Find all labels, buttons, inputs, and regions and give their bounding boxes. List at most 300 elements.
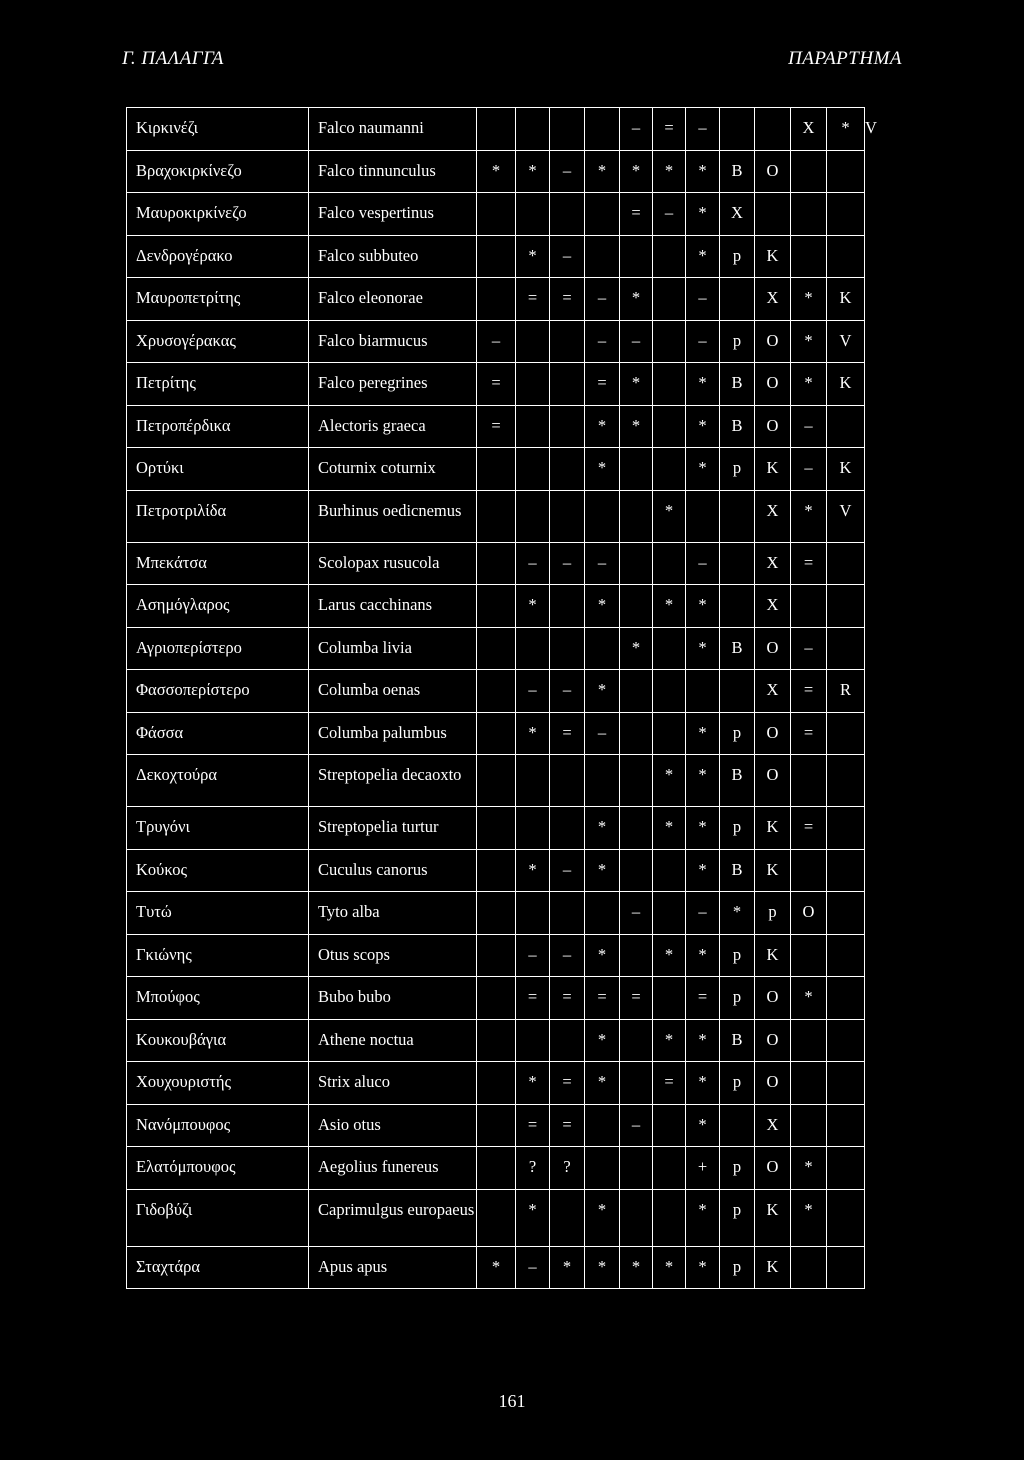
latin-name-cell: Tyto alba — [309, 892, 477, 935]
status-cell: K — [755, 807, 791, 850]
greek-name-cell: Αγριοπερίστερο — [127, 627, 309, 670]
status-cell — [791, 235, 827, 278]
status-cell — [585, 627, 620, 670]
table-row — [127, 193, 865, 236]
status-cell: = — [653, 108, 686, 151]
status-cell — [653, 405, 686, 448]
status-cell: = — [516, 977, 550, 1020]
status-cell: * — [791, 977, 827, 1020]
status-cell — [720, 108, 755, 151]
status-cell: * — [686, 934, 720, 977]
status-cell — [720, 278, 755, 321]
latin-name-cell: Columba oenas — [309, 670, 477, 713]
status-cell: p — [720, 448, 755, 491]
greek-name-cell: Κιρκινέζι — [127, 108, 309, 151]
status-cell — [585, 1147, 620, 1190]
status-cell — [620, 807, 653, 850]
status-cell — [550, 108, 585, 151]
table-row — [127, 977, 865, 1020]
status-cell: * — [791, 278, 827, 321]
table-row — [127, 150, 865, 193]
status-cell: * — [585, 807, 620, 850]
table-row — [127, 670, 865, 713]
greek-name-cell: Χουχουριστής — [127, 1062, 309, 1105]
status-cell: * — [585, 150, 620, 193]
greek-name-cell: Βραχοκιρκίνεζο — [127, 150, 309, 193]
status-cell: * — [620, 405, 653, 448]
status-cell — [791, 755, 827, 807]
status-cell: * — [791, 1147, 827, 1190]
status-cell — [477, 1104, 516, 1147]
status-cell — [620, 755, 653, 807]
status-cell: * — [585, 448, 620, 491]
status-cell: * — [653, 585, 686, 628]
status-cell: X — [755, 585, 791, 628]
status-cell: = — [477, 405, 516, 448]
status-cell: = — [791, 542, 827, 585]
table-row — [127, 405, 865, 448]
status-cell — [516, 363, 550, 406]
greek-name-cell: Μπούφος — [127, 977, 309, 1020]
table-row — [127, 849, 865, 892]
status-cell: = — [620, 193, 653, 236]
status-cell: B — [720, 363, 755, 406]
status-cell — [620, 712, 653, 755]
status-cell — [516, 490, 550, 542]
status-cell — [550, 585, 585, 628]
status-cell — [720, 670, 755, 713]
status-cell: O — [755, 712, 791, 755]
table-row — [127, 1019, 865, 1062]
status-cell: = — [791, 712, 827, 755]
status-cell: K — [755, 448, 791, 491]
latin-name-cell: Columba livia — [309, 627, 477, 670]
status-cell: B — [720, 849, 755, 892]
status-cell — [550, 807, 585, 850]
status-cell — [477, 1062, 516, 1105]
status-cell: * — [653, 755, 686, 807]
status-cell — [477, 1189, 516, 1246]
status-cell — [791, 150, 827, 193]
status-cell: p — [720, 1062, 755, 1105]
status-cell — [477, 542, 516, 585]
status-cell: p — [720, 235, 755, 278]
status-cell: * — [686, 807, 720, 850]
status-cell: * — [585, 934, 620, 977]
status-cell: O — [755, 1019, 791, 1062]
status-cell — [653, 1104, 686, 1147]
status-cell: * — [686, 363, 720, 406]
status-cell — [477, 934, 516, 977]
status-cell: * — [585, 849, 620, 892]
status-cell — [653, 892, 686, 935]
latin-name-cell: Larus cacchinans — [309, 585, 477, 628]
status-cell: K — [755, 1246, 791, 1289]
latin-name-cell: Falco vespertinus — [309, 193, 477, 236]
status-cell — [516, 892, 550, 935]
greek-name-cell: Πετροπέρδικα — [127, 405, 309, 448]
table-row — [127, 235, 865, 278]
status-cell — [653, 849, 686, 892]
table-row — [127, 807, 865, 850]
status-cell — [516, 1019, 550, 1062]
status-cell — [827, 807, 865, 850]
status-cell: * — [791, 363, 827, 406]
status-cell: – — [585, 712, 620, 755]
latin-name-cell: Alectoris graeca — [309, 405, 477, 448]
status-cell — [827, 542, 865, 585]
status-cell: R — [827, 670, 865, 713]
status-cell — [827, 849, 865, 892]
status-cell — [550, 193, 585, 236]
greek-name-cell: Δεκοχτούρα — [127, 755, 309, 807]
greek-name-cell: Νανόμπουφος — [127, 1104, 309, 1147]
status-cell: O — [755, 1062, 791, 1105]
status-cell — [827, 1189, 865, 1246]
status-cell — [827, 712, 865, 755]
table-row — [127, 448, 865, 491]
status-cell — [477, 755, 516, 807]
status-cell — [477, 1147, 516, 1190]
status-cell — [791, 1062, 827, 1105]
status-cell: – — [550, 670, 585, 713]
status-cell: – — [550, 542, 585, 585]
status-cell — [686, 490, 720, 542]
status-cell: * — [516, 585, 550, 628]
status-cell: X — [720, 193, 755, 236]
status-cell — [516, 807, 550, 850]
status-cell — [550, 405, 585, 448]
status-cell — [620, 670, 653, 713]
status-cell — [653, 320, 686, 363]
status-cell: * — [585, 670, 620, 713]
status-cell — [653, 278, 686, 321]
table-row — [127, 490, 865, 542]
status-cell: * — [585, 1189, 620, 1246]
status-cell — [477, 108, 516, 151]
status-cell — [550, 1189, 585, 1246]
status-cell — [620, 1189, 653, 1246]
status-cell: * — [686, 235, 720, 278]
status-cell: * — [516, 235, 550, 278]
status-cell: – — [791, 448, 827, 491]
status-cell: – — [791, 627, 827, 670]
status-cell — [653, 712, 686, 755]
status-cell — [791, 193, 827, 236]
status-cell — [653, 448, 686, 491]
status-cell: O — [755, 1147, 791, 1190]
status-cell — [550, 755, 585, 807]
status-cell — [620, 585, 653, 628]
status-cell: K — [755, 235, 791, 278]
status-cell — [516, 627, 550, 670]
status-cell — [585, 490, 620, 542]
latin-name-cell: Aegolius funereus — [309, 1147, 477, 1190]
status-cell: – — [653, 193, 686, 236]
status-cell: * — [585, 405, 620, 448]
table-row — [127, 1189, 865, 1246]
status-cell — [585, 892, 620, 935]
status-cell: – — [585, 278, 620, 321]
table-row — [127, 1147, 865, 1190]
latin-name-cell: Asio otus — [309, 1104, 477, 1147]
status-cell — [827, 405, 865, 448]
status-cell — [477, 670, 516, 713]
status-cell: O — [755, 320, 791, 363]
status-cell: * — [653, 934, 686, 977]
table-row — [127, 320, 865, 363]
status-cell — [755, 108, 791, 151]
status-cell — [477, 849, 516, 892]
status-cell — [827, 150, 865, 193]
status-cell — [653, 363, 686, 406]
status-cell: – — [686, 892, 720, 935]
status-cell: = — [653, 1062, 686, 1105]
status-cell: * — [686, 585, 720, 628]
status-cell — [620, 448, 653, 491]
status-cell: – — [550, 235, 585, 278]
greek-name-cell: Γιδοβύζι — [127, 1189, 309, 1246]
status-cell — [791, 1019, 827, 1062]
status-cell: V — [827, 490, 865, 542]
status-cell: * — [516, 849, 550, 892]
status-cell: V — [827, 320, 865, 363]
status-cell — [550, 448, 585, 491]
greek-name-cell: Σταχτάρα — [127, 1246, 309, 1289]
status-cell — [653, 1189, 686, 1246]
status-cell: p — [720, 1147, 755, 1190]
status-cell: = — [585, 977, 620, 1020]
status-cell: * — [516, 712, 550, 755]
species-table-body — [127, 108, 877, 1289]
status-cell: p — [720, 1246, 755, 1289]
status-cell: X — [791, 108, 827, 151]
latin-name-cell: Burhinus oedicnemus — [309, 490, 477, 542]
status-cell — [550, 320, 585, 363]
status-cell — [827, 1104, 865, 1147]
status-cell — [827, 755, 865, 807]
status-cell — [477, 193, 516, 236]
status-cell — [477, 977, 516, 1020]
status-cell: O — [755, 150, 791, 193]
status-cell — [477, 278, 516, 321]
table-row: Κιρκινέζι Falco naumanni – = – X * V — [127, 108, 865, 151]
status-cell: – — [791, 405, 827, 448]
latin-name-cell: Streptopelia decaoxto — [309, 755, 477, 807]
status-cell — [827, 977, 865, 1020]
status-cell — [477, 807, 516, 850]
status-cell: – — [620, 108, 653, 151]
status-cell — [516, 108, 550, 151]
status-cell: O — [755, 977, 791, 1020]
status-cell: * — [686, 755, 720, 807]
status-cell: * — [686, 405, 720, 448]
status-cell: = — [791, 670, 827, 713]
status-cell: X — [755, 490, 791, 542]
latin-name-cell: Falco tinnunculus — [309, 150, 477, 193]
running-header-author: Γ. ΠΑΛΑΓΓΑ — [122, 48, 224, 69]
latin-name-cell: Caprimulgus europaeus — [309, 1189, 477, 1246]
status-cell: – — [585, 320, 620, 363]
latin-name-cell: Coturnix coturnix — [309, 448, 477, 491]
status-cell — [827, 193, 865, 236]
status-cell: – — [585, 542, 620, 585]
status-cell: – — [620, 1104, 653, 1147]
greek-name-cell: Κουκουβάγια — [127, 1019, 309, 1062]
status-cell — [516, 320, 550, 363]
status-cell — [827, 892, 865, 935]
status-cell: * — [686, 193, 720, 236]
status-cell: O — [755, 627, 791, 670]
status-cell: * — [653, 490, 686, 542]
table-row — [127, 755, 865, 807]
status-cell: * — [585, 1246, 620, 1289]
page-number: 161 — [498, 1391, 526, 1411]
status-cell: – — [686, 320, 720, 363]
status-cell — [477, 448, 516, 491]
species-table — [126, 107, 877, 1289]
status-cell — [620, 849, 653, 892]
status-cell — [720, 1104, 755, 1147]
status-cell: * — [686, 849, 720, 892]
status-cell: – — [516, 1246, 550, 1289]
status-cell: * — [791, 490, 827, 542]
status-cell: * — [477, 150, 516, 193]
status-cell: * — [686, 1062, 720, 1105]
status-cell — [720, 490, 755, 542]
status-cell: * — [620, 278, 653, 321]
status-cell: K — [827, 448, 865, 491]
status-cell: * — [686, 627, 720, 670]
status-cell: * — [516, 150, 550, 193]
status-cell — [516, 193, 550, 236]
status-cell: p — [720, 977, 755, 1020]
status-cell: – — [686, 108, 720, 151]
table-row — [127, 542, 865, 585]
status-cell — [516, 448, 550, 491]
greek-name-cell: Δενδρογέρακο — [127, 235, 309, 278]
status-cell: * — [827, 108, 865, 151]
table-row — [127, 712, 865, 755]
greek-name-cell: Μαυροπετρίτης — [127, 278, 309, 321]
status-cell — [550, 363, 585, 406]
status-cell: p — [720, 320, 755, 363]
status-cell — [791, 934, 827, 977]
status-cell — [550, 892, 585, 935]
status-cell: = — [550, 1104, 585, 1147]
status-cell — [653, 977, 686, 1020]
latin-name-cell: Falco subbuteo — [309, 235, 477, 278]
status-cell: * — [550, 1246, 585, 1289]
status-cell — [585, 235, 620, 278]
status-cell: * — [620, 1246, 653, 1289]
status-cell: * — [516, 1062, 550, 1105]
status-cell: * — [653, 807, 686, 850]
status-cell: – — [620, 320, 653, 363]
greek-name-cell: Μαυροκιρκίνεζο — [127, 193, 309, 236]
status-cell: = — [516, 278, 550, 321]
status-cell: * — [620, 627, 653, 670]
status-cell: K — [755, 849, 791, 892]
greek-name-cell: Ελατόμπουφος — [127, 1147, 309, 1190]
table-row — [127, 1104, 865, 1147]
status-cell: = — [585, 363, 620, 406]
status-cell: + — [686, 1147, 720, 1190]
status-cell: – — [620, 892, 653, 935]
status-cell: * — [686, 150, 720, 193]
latin-name-cell: Otus scops — [309, 934, 477, 977]
greek-name-cell: Φάσσα — [127, 712, 309, 755]
status-cell: O — [791, 892, 827, 935]
status-cell: * — [585, 1019, 620, 1062]
status-cell: X — [755, 278, 791, 321]
greek-name-cell: Κούκος — [127, 849, 309, 892]
status-cell: = — [550, 712, 585, 755]
latin-name-cell: Strix aluco — [309, 1062, 477, 1105]
status-cell — [827, 1062, 865, 1105]
status-cell — [477, 585, 516, 628]
table-row — [127, 278, 865, 321]
latin-name-cell: Scolopax rusucola — [309, 542, 477, 585]
latin-name-cell: Falco naumanni — [309, 108, 477, 151]
status-cell: * — [686, 1019, 720, 1062]
table-row — [127, 627, 865, 670]
latin-name-cell: Falco eleonorae — [309, 278, 477, 321]
status-cell — [585, 108, 620, 151]
status-cell: – — [516, 542, 550, 585]
latin-name-cell: Columba palumbus — [309, 712, 477, 755]
table-row — [127, 1062, 865, 1105]
status-cell: – — [550, 849, 585, 892]
status-cell — [516, 405, 550, 448]
status-cell — [585, 193, 620, 236]
greek-name-cell: Τυτώ — [127, 892, 309, 935]
status-cell: * — [653, 1019, 686, 1062]
status-cell — [827, 235, 865, 278]
status-cell — [827, 627, 865, 670]
greek-name-cell: Χρυσογέρακας — [127, 320, 309, 363]
status-cell — [620, 1062, 653, 1105]
status-cell: p — [720, 934, 755, 977]
status-cell — [720, 585, 755, 628]
status-cell: * — [516, 1189, 550, 1246]
greek-name-cell: Ορτύκι — [127, 448, 309, 491]
table-row — [127, 585, 865, 628]
status-cell — [653, 627, 686, 670]
status-cell: = — [686, 977, 720, 1020]
status-cell — [477, 235, 516, 278]
status-cell: – — [550, 934, 585, 977]
status-cell: = — [516, 1104, 550, 1147]
status-cell — [653, 542, 686, 585]
table-row — [127, 1246, 865, 1289]
status-cell: B — [720, 1019, 755, 1062]
status-cell — [620, 934, 653, 977]
table-row — [127, 363, 865, 406]
status-cell: * — [620, 150, 653, 193]
status-cell: B — [720, 150, 755, 193]
latin-name-cell: Apus apus — [309, 1246, 477, 1289]
status-cell: * — [653, 150, 686, 193]
greek-name-cell: Πετροτριλίδα — [127, 490, 309, 542]
status-cell — [620, 1147, 653, 1190]
status-cell — [827, 934, 865, 977]
status-cell: – — [686, 542, 720, 585]
latin-name-cell: Streptopelia turtur — [309, 807, 477, 850]
greek-name-cell: Μπεκάτσα — [127, 542, 309, 585]
status-cell: O — [755, 755, 791, 807]
status-cell: = — [620, 977, 653, 1020]
